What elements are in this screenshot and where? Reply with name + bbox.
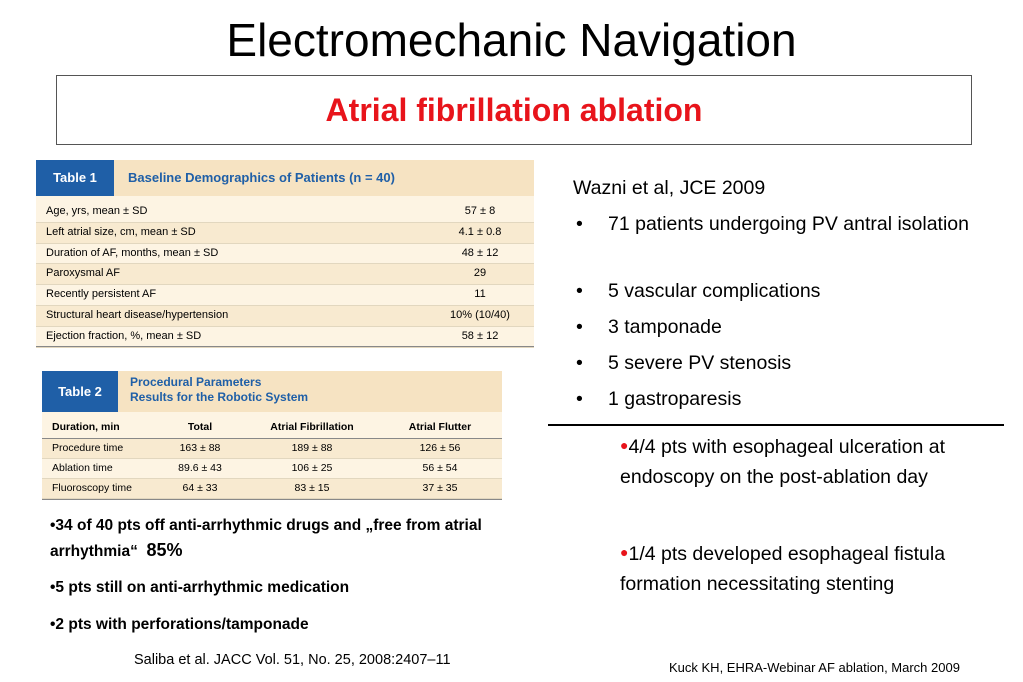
row-label: Paroxysmal AF	[46, 267, 120, 280]
table-2-rows	[42, 439, 502, 499]
bullet-text: 5 severe PV stenosis	[608, 352, 792, 374]
bullet-text: 71 patients undergoing PV antral isolation	[608, 213, 969, 235]
sub-bullet-text: 4/4 pts with esophageal ulceration at endoscopy on the post-ablation day	[620, 436, 946, 488]
table-cell: 163 ± 88	[179, 442, 221, 454]
row-value: 48 ± 12	[461, 246, 499, 259]
column-header: Duration, min	[52, 421, 120, 433]
table-cell: 126 ± 56	[419, 442, 461, 454]
table-2	[42, 371, 502, 500]
table-1-heading: Baseline Demographics of Patients (n = 40)	[114, 160, 534, 196]
citation-right: Kuck KH, EHRA-Webinar AF ablation, March 2009	[669, 660, 960, 675]
table-row	[36, 223, 534, 244]
column-header: Atrial Fibrillation	[270, 421, 354, 433]
bullet-text: 5 vascular complications	[608, 280, 821, 302]
slide-subtitle: Atrial fibrillation ablation	[325, 92, 703, 128]
table-row	[36, 285, 534, 306]
right-sub-bullet	[620, 430, 1000, 492]
left-bullet-1-percent: 85%	[146, 540, 183, 560]
table-row	[36, 264, 534, 285]
table-cell: 189 ± 88	[291, 442, 333, 454]
table-cell: Fluoroscopy time	[52, 482, 132, 494]
left-bullet-2: •5 pts still on anti-arrhythmic medication	[50, 579, 350, 596]
column-header: Atrial Flutter	[408, 421, 472, 433]
row-value: 57 ± 8	[464, 205, 496, 217]
table-row	[36, 202, 534, 223]
right-bullet	[576, 278, 1008, 305]
row-label: Structural heart disease/hypertension	[46, 308, 229, 321]
right-bullet	[576, 314, 1008, 341]
table-2-tag: Table 2	[42, 371, 118, 412]
table-row	[42, 439, 502, 459]
right-bullet	[576, 211, 1008, 238]
table-2-heading	[118, 371, 502, 412]
row-label: Left atrial size, cm, mean ± SD	[46, 225, 196, 238]
row-value: 29	[473, 267, 487, 280]
bullet-marker: •	[576, 352, 583, 374]
left-bullet-3: •2 pts with perforations/tamponade	[50, 616, 309, 633]
left-bullet-1	[50, 514, 520, 564]
row-label: Age, yrs, mean ± SD	[46, 205, 148, 217]
table-cell: 37 ± 35	[422, 482, 458, 494]
column-header: Total	[187, 421, 213, 433]
bullet-marker: •	[576, 388, 583, 410]
study-reference: Wazni et al, JCE 2009	[573, 177, 766, 199]
table-cell: 64 ± 33	[182, 482, 218, 494]
table-cell: 106 ± 25	[291, 462, 333, 474]
table-2-heading-line1: Procedural Parameters	[130, 375, 262, 389]
bullet-marker: •	[576, 280, 583, 302]
bullet-text: 3 tamponade	[608, 316, 722, 338]
table-1-tag: Table 1	[36, 160, 114, 196]
table-row	[36, 244, 534, 265]
left-bullet-1-text: •34 of 40 pts off anti-arrhythmic drugs and „free from atrial arrhythmia“	[50, 517, 482, 560]
table-row	[36, 306, 534, 327]
sub-bullet-marker: ●	[620, 437, 629, 453]
sub-bullet-marker: ●	[620, 544, 629, 560]
right-sub-bullet	[620, 537, 1000, 599]
table-cell: 56 ± 54	[422, 462, 458, 474]
table-row	[36, 327, 534, 348]
sub-bullet-text: 1/4 pts developed esophageal fistula formation necessitating stenting	[620, 543, 946, 595]
table-row	[42, 479, 502, 499]
row-label: Duration of AF, months, mean ± SD	[46, 246, 219, 259]
table-2-heading-line2: Results for the Robotic System	[130, 390, 309, 404]
row-label: Ejection fraction, %, mean ± SD	[46, 329, 202, 342]
table-cell: 89.6 ± 43	[178, 462, 222, 474]
row-value: 4.1 ± 0.8	[458, 225, 502, 238]
bullet-marker: •	[576, 316, 583, 338]
table-2-column-headers	[42, 421, 502, 439]
row-value: 58 ± 12	[461, 329, 499, 342]
row-value: 10% (10/40)	[450, 308, 510, 321]
table-1	[36, 160, 534, 348]
table-row	[42, 459, 502, 479]
right-bullet	[576, 386, 1008, 413]
table-1-rows	[36, 202, 534, 348]
row-label: Recently persistent AF	[46, 288, 157, 301]
table-cell: Ablation time	[52, 462, 113, 474]
citation-left: Saliba et al. JACC Vol. 51, No. 25, 2008:2407–11	[134, 652, 451, 668]
slide-title: Electromechanic Navigation	[226, 14, 797, 66]
table-cell: Procedure time	[52, 442, 124, 454]
table-cell: 83 ± 15	[294, 482, 330, 494]
bullet-text: 1 gastroparesis	[608, 388, 742, 410]
bullet-marker: •	[576, 213, 583, 235]
row-value: 11	[474, 288, 486, 301]
divider	[548, 424, 1004, 426]
right-bullet	[576, 350, 1008, 377]
